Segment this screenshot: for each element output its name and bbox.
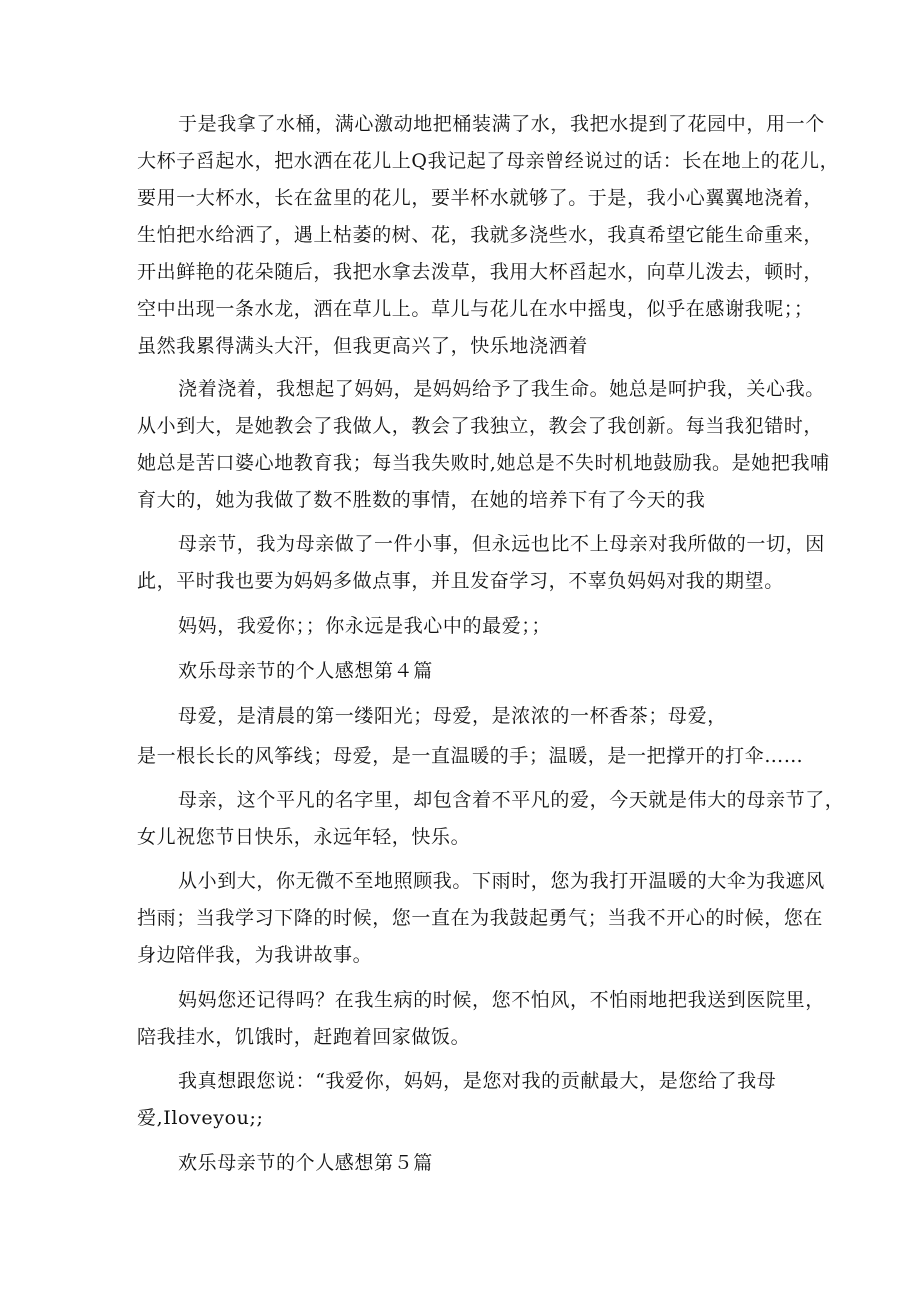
text-line: 大杯子舀起水，把水洒在花儿上Q我记起了母亲曾经说过的话：长在地上的花儿，: [137, 150, 840, 172]
text-line: 要用一大杯水，长在盆里的花儿，要半杯水就够了。于是，我小心翼翼地浇着，: [137, 187, 824, 209]
text-line: 母亲节，我为母亲做了一件小事，但永远也比不上母亲对我所做的一切，因: [178, 533, 825, 555]
text-line: 爱,Iloveyou;;: [137, 1107, 264, 1129]
text-line: 是一根长长的风筝线；母爱，是一直温暖的手；温暖，是一把撑开的打伞……: [137, 745, 804, 767]
text-line: 育大的，她为我做了数不胜数的事情，在她的培养下有了今天的我: [137, 489, 706, 511]
text-line: 她总是苦口婆心地教育我；每当我失败时,她总是不失时机地鼓励我。是她把我哺: [137, 452, 830, 474]
text-line: 生怕把水给洒了，遇上枯萎的树、花，我就多浇些水，我真希望它能生命重来，: [137, 224, 824, 246]
text-line: 浇着浇着，我想起了妈妈，是妈妈给予了我生命。她总是呵护我，关心我。: [178, 378, 825, 400]
text-line: 妈妈您还记得吗？在我生病的时候，您不怕风，不怕雨地把我送到医院里，: [178, 989, 825, 1011]
text-line: 挡雨；当我学习下降的时候，您一直在为我鼓起勇气；当我不开心的时候，您在: [137, 907, 824, 929]
text-line: 女儿祝您节日快乐，永远年轻，快乐。: [137, 826, 471, 848]
text-line: 陪我挂水，饥饿时，赶跑着回家做饭。: [137, 1026, 471, 1048]
text-line: 我真想跟您说：“我爱你，妈妈，是您对我的贡献最大，是您给了我母: [178, 1070, 777, 1092]
text-line: 从小到大，是她教会了我做人，教会了我独立，教会了我创新。每当我犯错时，: [137, 415, 824, 437]
text-line: 妈妈，我爱你；；你永远是我心中的最爱；；: [178, 615, 552, 637]
text-line: 此，平时我也要为妈妈多做点事，并且发奋学习，不辜负妈妈对我的期望。: [137, 570, 784, 592]
text-line: 开出鲜艳的花朵随后，我把水拿去泼草，我用大杯舀起水，向草儿泼去，顿时，: [137, 261, 824, 283]
text-line: 母爱，是清晨的第一缕阳光；母爱，是浓浓的一杯香茶；母爱，: [178, 705, 727, 727]
text-line: 母亲，这个平凡的名字里，却包含着不平凡的爱，今天就是伟大的母亲节了，: [178, 789, 845, 811]
section-heading: 欢乐母亲节的个人感想第５篇: [178, 1152, 433, 1174]
text-line: 空中出现一条水龙，洒在草儿上。草儿与花儿在水中摇曳，似乎在感谢我呢；；: [137, 298, 814, 320]
text-line: 从小到大，你无微不至地照顾我。下雨时，您为我打开温暖的大伞为我遮风: [178, 870, 825, 892]
section-heading: 欢乐母亲节的个人感想第４篇: [178, 660, 433, 682]
text-line: 身边陪伴我，为我讲故事。: [137, 944, 373, 966]
text-line: 于是我拿了水桶，满心激动地把桶装满了水，我把水提到了花园中，用一个: [178, 113, 825, 135]
text-line: 虽然我累得满头大汗，但我更高兴了，快乐地浇洒着: [137, 335, 588, 357]
